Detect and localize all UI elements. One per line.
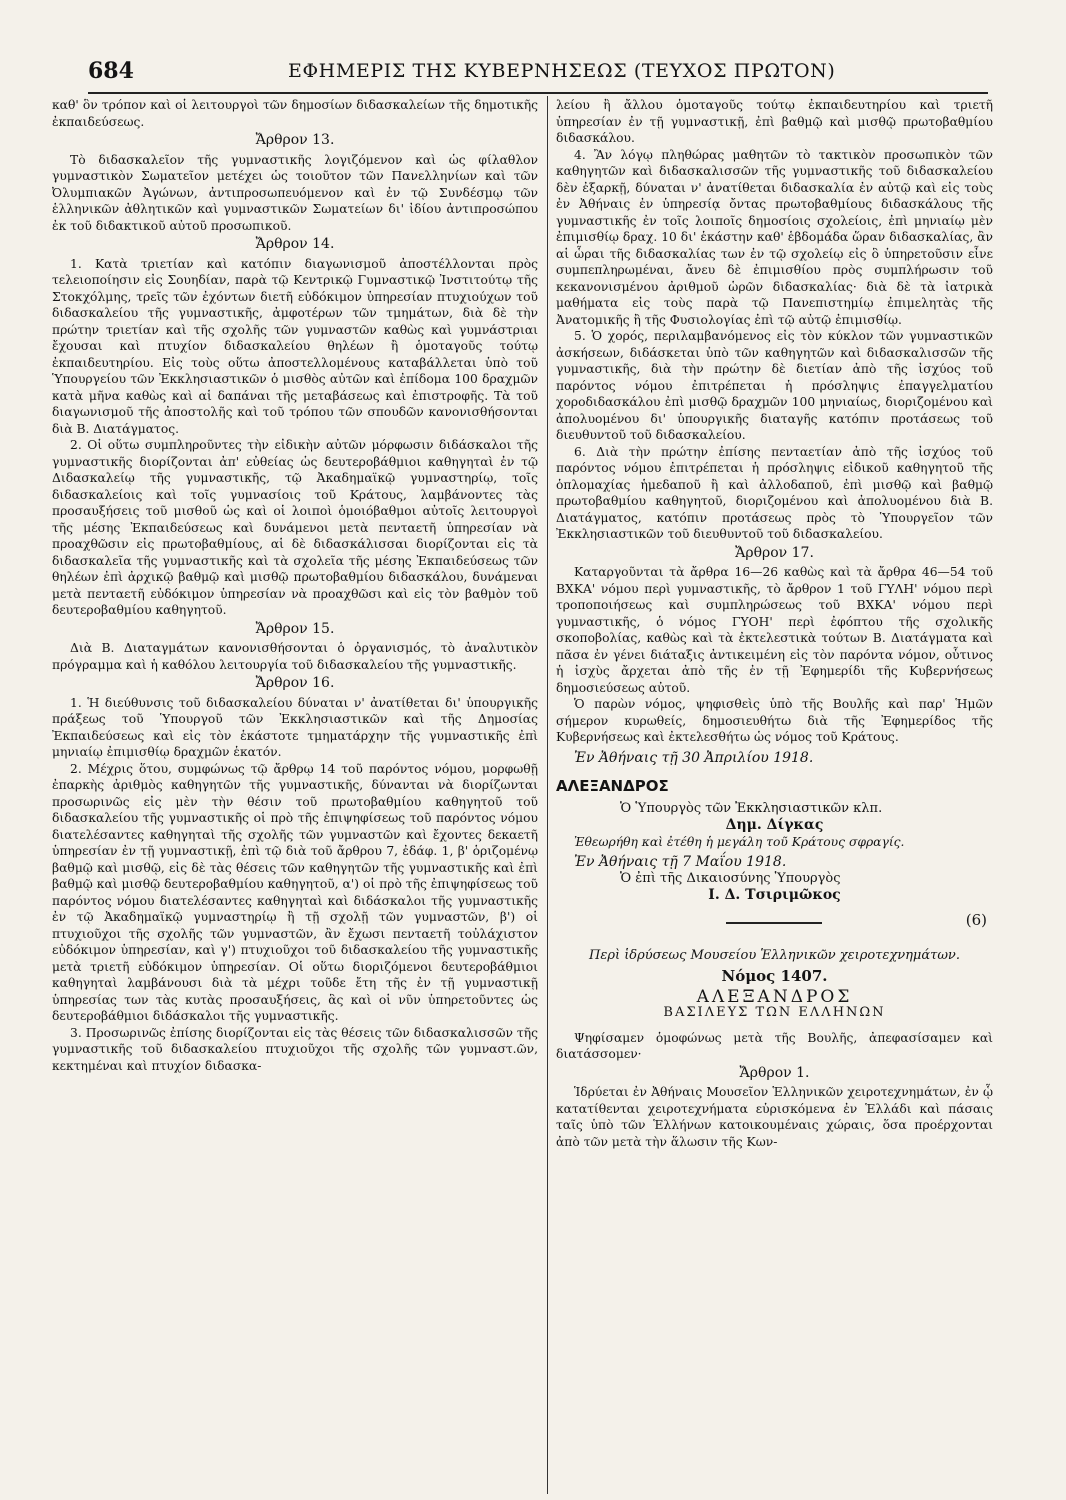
sequence-number: (6) bbox=[965, 910, 987, 929]
article-heading: Ἄρθρον 13. bbox=[255, 132, 335, 148]
paragraph: 2. Μέχρις ὅτου, συμφώνως τῷ ἄρθρῳ 14 τοῦ παρόντος νόμου, μορφωθῇ ἐπαρκὴς ἀριθμὸς καθηγητῶν τῆς γυμναστικῆς, δύνανται νὰ διορίζωνται προσωρινῶς εἰς μὲν τὴν θέσιν τοῦ πρωτοβαθμίου καθηγητοῦ τοῦ διδασκαλείου τῆς γυμναστικῆς οἱ πρὸ τῆς ἐπιψηφίσεως τοῦ παρόντος νόμου διατελέσαντες καθηγηταὶ τῆς σχολῆς τῶν γυμναστῶν καὶ ἔχοντες δεκαετῆ ὑπηρεσίαν ἐν τῇ γυμναστικῇ, ἐπὶ τῷ διὰ τοῦ ἄρθρου 7, ἐδάφ. 1, β' ὁριζομένῳ βαθμῷ καὶ μισθῷ, εἰς δὲ τὰς θέσεις τῶν καθηγητῶν τῆς γυμναστικῆς καὶ ἐπὶ βαθμῷ καὶ μισθῷ δευτεροβαθμίου καθηγητοῦ, α') οἱ πρὸ τῆς ἐπιψηφίσεως τοῦ παρόντος νόμου διατελέσαντες καθηγηταὶ καὶ διδάσκαλοι τῆς γυμναστικῆς ἐν τῷ Ἀκαδημαϊκῷ γυμναστηρίῳ ἢ τῇ σχολῇ τῶν γυμναστῶν, β') οἱ πτυχιοῦχοι τῆς σχολῆς τῶν γυμναστῶν, ἂν ἔχωσι πενταετῆ τοὐλάχιστον εὐδόκιμον ὑπηρεσίαν, καὶ γ') πτυχιοῦχοι τοῦ διδασκαλείου τῆς γυμναστικῆς μετὰ τριετῆ εὐδόκιμον ὑπηρεσίαν. Οἱ οὕτω διοριζόμενοι δευτεροβάθμιοι καθηγηταὶ λαμβάνουσι διὰ τὰ μέχρι τοῦδε ἔτη τῆς ἐν τῇ γυμναστικῇ ὑπηρεσίας των τὰς κυτὰς προσαυξήσεις, ἃς καὶ οἱ νῦν ὑπηρετοῦντες ὡς δευτεροβάθμιοι διδάσκαλοι τῆς γυμναστικῆς. bbox=[52, 761, 538, 1023]
page-header bbox=[88, 58, 988, 88]
article-heading: Ἄρθρον 16. bbox=[255, 675, 335, 691]
paragraph: 5. Ὁ χορός, περιλαμβανόμενος εἰς τὸν κύκλον τῶν γυμναστικῶν ἀσκήσεων, διδάσκεται ὑπὸ τῶν καθηγητῶν καὶ διδασκαλισσῶν τῆς γυμναστικῆς, διὰ τὴν πρώτην δὲ διετίαν ἀπὸ τῆς ἰσχύος τοῦ παρόντος νόμου ἐπιτρέπεται ἡ πρόσληψις ἐπαγγελματίου χοροδιδασκάλου ἐπὶ μισθῷ δραχμῶν 100 μηνιαίως, διοριζομένου καὶ ἀπολυομένου δι' ὑπουργικῆς διαταγῆς κατόπιν προτάσεως τοῦ διευθυντοῦ τοῦ διδασκαλείου. bbox=[556, 329, 993, 442]
paragraph: Ὁ παρὼν νόμος, ψηφισθεὶς ὑπὸ τῆς Βουλῆς καὶ παρ' Ἡμῶν σήμερον κυρωθείς, δημοσιευθήτω διὰ τῆς Ἐφημερίδος τῆς Κυβερνήσεως καὶ ἐκτελεσθήτω ὡς νόμος τοῦ Κράτους. bbox=[556, 697, 993, 744]
justice-minister-name: Ι. Δ. Τσιριμῶκος bbox=[708, 887, 841, 903]
right-column bbox=[556, 97, 993, 1492]
header-rule bbox=[88, 92, 988, 94]
enactment-formula: Ψηφίσαμεν ὁμοφώνως μετὰ τῆς Βουλῆς, ἀπεφασίσαμεν καὶ διατάσσομεν· bbox=[556, 1030, 993, 1061]
paragraph: 1. Ἡ διεύθυνσις τοῦ διδασκαλείου δύναται ν' ἀνατίθεται δι' ὑπουργικῆς πράξεως τοῦ Ὑπουργοῦ τῶν Ἐκκλησιαστικῶν καὶ τῆς Δημοσίας Ἐκπαιδεύσεως καὶ εἰς τὸν ἑκάστοτε τμηματάρχην τῆς γυμναστικῆς ἐπὶ μηνιαίῳ ἐπιμισθίῳ δραχμῶν ἑκατόν. bbox=[52, 695, 538, 759]
article-heading: Ἄρθρον 17. bbox=[735, 544, 814, 561]
paragraph: Τὸ διδασκαλεῖον τῆς γυμναστικῆς λογιζόμενον καὶ ὡς φίλαθλον γυμναστικὸν Σωματεῖον μετέχει ὡς τοιοῦτον τῶν Πανελληνίων καὶ τῶν Ὀλυμπιακῶν Ἀγώνων, ἀντιπροσωπευόμενον καὶ ἐν τῷ Συνδέσμῳ τῶν ἑλληνικῶν ἀθλητικῶν καὶ γυμναστικῶν Σωματείων δι' ἰδίου ἀντιπροσώπου ἐκ τοῦ διδακτικοῦ αὐτοῦ προσωπικοῦ. bbox=[52, 152, 538, 233]
column-divider bbox=[547, 96, 548, 1494]
paragraph: 6. Διὰ τὴν πρώτην ἐπίσης πενταετίαν ἀπὸ τῆς ἰσχύος τοῦ παρόντος νόμου ἐπιτρέπεται ἡ πρόσληψις εἰδικοῦ καθηγητοῦ τῆς ὁπλομαχίας ἡμεδαποῦ ἢ καὶ ἀλλοδαποῦ, ἐπὶ μισθῷ καὶ βαθμῷ πρωτοβαθμίου καθηγητοῦ, διοριζομένου καὶ ἀπολυομένου διὰ Β. Διατάγματος, κατόπιν προτάσεως πρὸς τὸ Ὑπουργεῖον τῶν Ἐκκλησιαστικῶν τοῦ διευθυντοῦ τοῦ διδασκαλείου. bbox=[556, 444, 993, 541]
article-heading: Ἄρθρον 14. bbox=[255, 236, 335, 252]
paragraph: 2. Οἱ οὕτω συμπληροῦντες τὴν εἰδικὴν αὐτῶν μόρφωσιν διδάσκαλοι τῆς γυμναστικῆς διορίζονται ἀπ' εὐθείας ὡς δευτεροβάθμιοι καθηγηταὶ ἐν τῷ Διδασκαλείῳ τῆς γυμναστικῆς, τῷ Ἀκαδημαϊκῷ γυμναστηρίῳ, τοῖς διδασκαλείοις καὶ τοῖς γυμνασίοις τοῦ Κράτους, λαμβάνοντες τὰς προσαυξήσεις τοῦ μισθοῦ ὡς καὶ οἱ λοιποὶ ὁμοιόβαθμοι αὐτοῖς λειτουργοὶ τῆς μέσης Ἐκπαιδεύσεως καὶ δυνάμενοι μετὰ πενταετῆ ὑπηρεσίαν νὰ προαχθῶσιν εἰς πρωτοβαθμίους, αἱ δὲ διδασκάλισσαι διορίζονται εἰς τὰ διδασκαλεῖα τῆς γυμναστικῆς καὶ τὰ σχολεῖα τῆς μέσης Ἐκπαιδεύσεως τῶν θηλέων ἐπὶ ἀρχικῷ βαθμῷ καὶ μισθῷ πρωτοβαθμίου διδασκάλου, δυνάμεναι μετὰ πενταετῆ εὐδόκιμον ὑπηρεσίαν νὰ προαχθῶσι καὶ εἰς τὸν βαθμὸν τοῦ δευτεροβαθμίου καθηγητοῦ. bbox=[52, 438, 538, 617]
seal-note: Ἐθεωρήθη καὶ ἐτέθη ἡ μεγάλη τοῦ Κράτους σφραγίς. bbox=[574, 834, 905, 849]
law-number: Νόμος 1407. bbox=[721, 967, 828, 985]
law-subject: Περὶ ἱδρύσεως Μουσείου Ἑλληνικῶν χειροτεχνημάτων. bbox=[589, 947, 960, 963]
seal-date: Ἐν Ἀθήναις τῇ 7 Μαΐου 1918. bbox=[574, 854, 787, 870]
article-heading: Ἄρθρον 1. bbox=[739, 1064, 810, 1081]
gazette-title: ΕΦΗΜΕΡΙΣ ΤΗΣ ΚΥΒΕΡΝΗΣΕΩΣ (ΤΕΥΧΟΣ ΠΡΩΤΟΝ) bbox=[288, 60, 836, 82]
paragraph: Ἱδρύεται ἐν Ἀθήναις Μουσεῖον Ἑλληνικῶν χειροτεχνημάτων, ἐν ᾧ κατατίθενται χειροτεχνήματα εὑρισκόμενα ἐν Ἑλλάδι καὶ πάσαις ταῖς ὑπὸ τῶν Ἑλλήνων κατοικουμέναις χώραις, ὅσα προέρχονται ἀπὸ τῶν μετὰ τὴν ἅλωσιν τῆς Κων- bbox=[556, 1085, 993, 1149]
paragraph: 4. Ἂν λόγῳ πληθώρας μαθητῶν τὸ τακτικὸν προσωπικὸν τῶν καθηγητῶν καὶ διδασκαλισσῶν τῆς γυμναστικῆς τοῦ διδασκαλείου δὲν ἐξαρκῇ, δύναται ν' ἀνατίθεται διδασκαλία ἐν αὐτῷ καὶ εἰς τοὺς ἐν Ἀθήναις ἐν ὑπηρεσίᾳ ὄντας πρωτοβαθμίους διδασκάλους τῆς γυμναστικῆς ἐν τοῖς λοιποῖς δημοσίοις σχολείοις, ἐπὶ μηνιαίῳ μὲν ἐπιμισθίῳ δραχ. 10 δι' ἑκάστην καθ' ἑβδομάδα ὥραν διδασκαλίας, ἂν αἱ ὧραι τῆς διδασκαλίας των ἐν τῷ σχολείῳ εἰς ὃ ὑπηρετοῦσιν εἶνε συμπεπληρωμέναι, ἄνευ δὲ ἐπιμισθίου πρὸς συμπλήρωσιν τοῦ κεκανονισμένου ἀριθμοῦ ὡρῶν διδασκαλίας· διὰ δὲ τὰ ἰατρικὰ μαθήματα εἰς τοὺς παρὰ τῷ Πανεπιστημίῳ ἐπιμελητὰς τῆς Ἀνατομικῆς ἢ τῆς Φυσιολογίας ἐπὶ τῷ αὐτῷ ἐπιμισθίῳ. bbox=[556, 147, 993, 327]
divider-line bbox=[726, 922, 822, 924]
minister-role: Ὁ Ὑπουργὸς τῶν Ἐκκλησιαστικῶν κλπ. bbox=[620, 800, 883, 816]
paragraph: Διὰ Β. Διαταγμάτων κανονισθήσονται ὁ ὀργανισμός, τὸ ἀναλυτικὸν πρόγραμμα καὶ ἡ καθόλου λειτουργία τοῦ διδασκαλείου τῆς γυμναστικῆς. bbox=[52, 641, 538, 672]
king-title: ΒΑΣΙΛΕΥΣ ΤΩΝ ΕΛΛΗΝΩΝ bbox=[663, 1005, 886, 1020]
page-number: 684 bbox=[88, 58, 134, 84]
king-signature: ΑΛΕΞΑΝΔΡΟΣ bbox=[556, 777, 669, 795]
paragraph: 3. Προσωρινῶς ἐπίσης διορίζονται εἰς τὰς θέσεις τῶν διδασκαλισσῶν τῆς γυμναστικῆς τοῦ διδασκαλείου πτυχιοῦχοι τῆς σχολῆς τῶν γυμναστ.ῶν, κεκτημέναι καὶ πτυχίον διδασκα- bbox=[52, 1025, 538, 1073]
article-heading: Ἄρθρον 15. bbox=[255, 620, 335, 637]
left-column bbox=[52, 97, 538, 1492]
minister-name: Δημ. Δίγκας bbox=[725, 817, 824, 833]
paragraph: λείου ἢ ἄλλου ὁμοταγοῦς τούτῳ ἐκπαιδευτηρίου καὶ τριετῆ ὑπηρεσίαν ἐν τῇ γυμναστικῇ, ἐπὶ βαθμῷ καὶ μισθῷ πρωτοβαθμίου διδασκάλου. bbox=[556, 98, 993, 145]
king-heading: ΑΛΕΞΑΝΔΡΟΣ bbox=[696, 986, 853, 1007]
justice-minister-role: Ὁ ἐπὶ τῆς Δικαιοσύνης Ὑπουργὸς bbox=[620, 870, 841, 886]
paragraph: Καταργοῦνται τὰ ἄρθρα 16—26 καθὼς καὶ τὰ ἄρθρα 46—54 τοῦ ΒΧΚΑ' νόμου περὶ γυμναστικῆς, τὸ ἄρθρον 1 τοῦ ΓΥΛΗ' νόμου περὶ τροποποιήσεως καὶ συμπληρώσεως τοῦ ΒΧΚΑ' νόμου περὶ γυμναστικῆς, ὁ νόμος ΓΥΟΗ' περὶ ἐφόπτου τῆς σχολικῆς σκοποβολίας, καθὼς καὶ τὰ ἐκτελεστικὰ τούτων Β. Διατάγματα καὶ πᾶσα ἐν γένει διάταξις ἀντικειμένη εἰς τὸν παρόντα νόμον, οὗτινος ἡ ἰσχὺς ἄρχεται ἀπὸ τῆς ἐν τῇ Ἐφημερίδι τῆς Κυβερνήσεως δημοσιεύσεως αὐτοῦ. bbox=[556, 565, 993, 695]
paragraph: 1. Κατὰ τριετίαν καὶ κατόπιν διαγωνισμοῦ ἀποστέλλονται πρὸς τελειοποίησιν εἰς Σουηδίαν, παρὰ τῷ Κεντρικῷ Γυμναστικῷ Ἰνστιτούτῳ τῆς Στοκχόλμης, τρεῖς τῶν ἐχόντων διετῆ εὐδόκιμον ὑπηρεσίαν πτυχιούχων τοῦ διδασκαλείου τῆς γυμναστικῆς, ἀμφοτέρων τῶν τμημάτων, διὰ δὲ τὴν πρώτην τριετίαν καὶ τῆς σχολῆς τῶν γυμναστῶν καθὼς καὶ γυμνάστριαι ἔχουσαι καὶ πτυχίον διδασκαλείου θηλέων ἢ ὁμοταγοῦς τούτῳ ἐκπαιδευτηρίου. Εἰς τοὺς οὕτω ἀποστελλομένους καταβάλλεται ὑπὸ τοῦ Ὑπουργείου τῶν Ἐκκλησιαστικῶν ὁ μισθὸς αὐτῶν καὶ ἐπίδομα 100 δραχμῶν κατὰ μῆνα καθὼς καὶ αἱ δαπάναι τῆς μεταβάσεως καὶ ἐπιστροφῆς. Τὰ τοῦ διαγωνισμοῦ τῆς ἀποστολῆς καὶ τοῦ τρόπου τῶν σπουδῶν κανονισθήσονται διὰ Β. Διατάγματος. bbox=[52, 256, 538, 436]
paragraph: καθ' ὃν τρόπον καὶ οἱ λειτουργοὶ τῶν δημοσίων διδασκαλείων τῆς δημοτικῆς ἐκπαιδεύσεως. bbox=[52, 98, 538, 129]
section-divider bbox=[556, 908, 993, 938]
signing-date: Ἐν Ἀθήναις τῇ 30 Ἀπριλίου 1918. bbox=[574, 749, 814, 766]
